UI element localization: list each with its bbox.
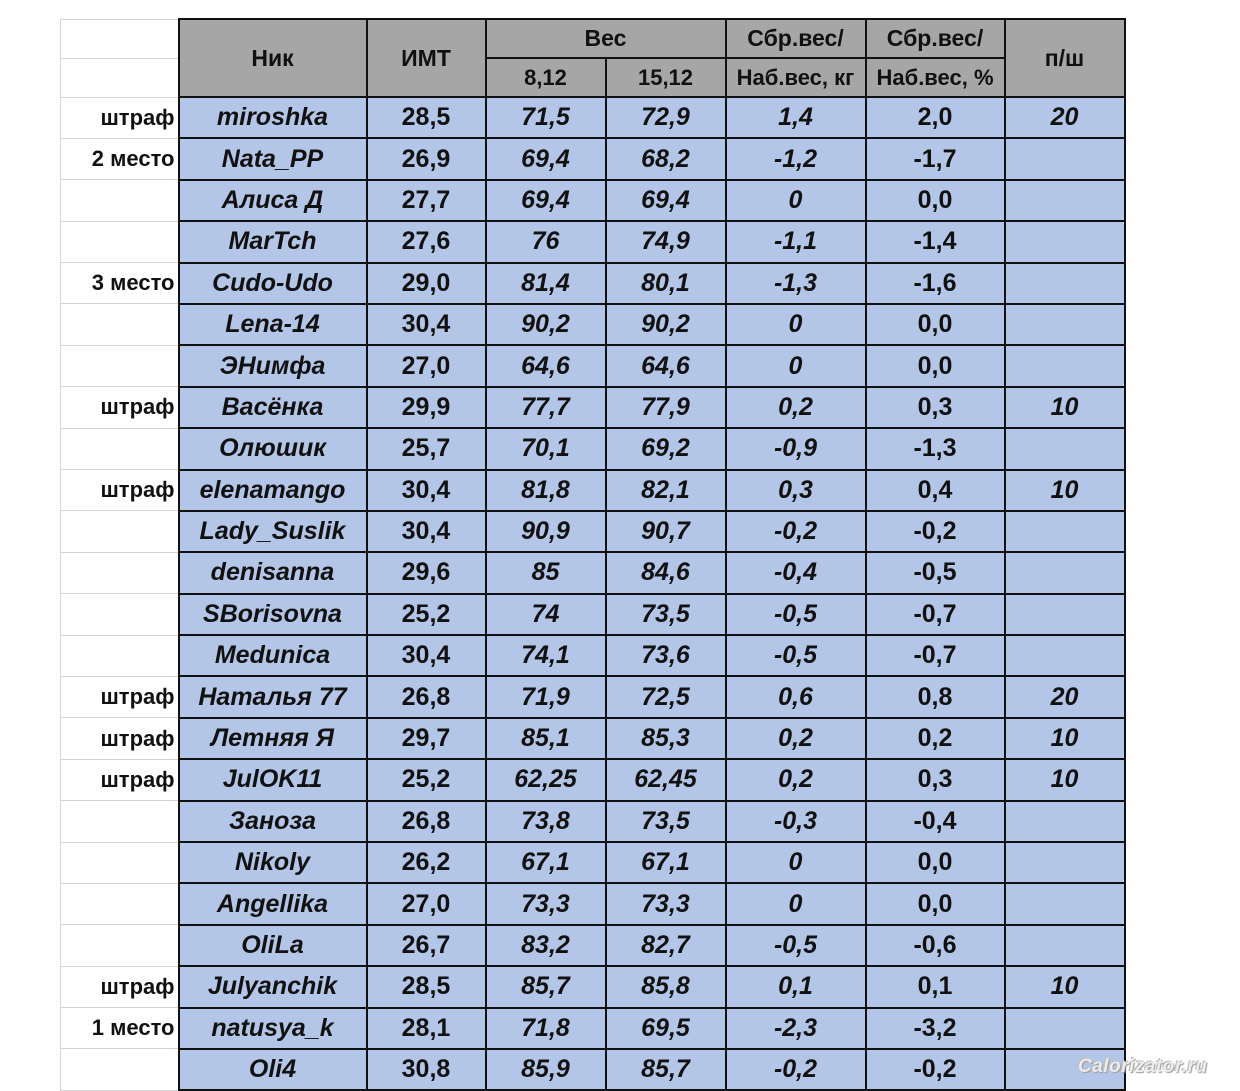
delta-pct-cell: -0,7 [866, 594, 1005, 635]
weight-date2-cell: 73,6 [606, 635, 726, 676]
delta-pct-cell: 0,0 [866, 345, 1005, 386]
nick-cell: Angellika [179, 883, 367, 924]
nick-cell: Алиса Д [179, 180, 367, 221]
penalty-points-cell [1005, 635, 1125, 676]
nick-cell: Oli4 [179, 1049, 367, 1090]
date2-column-header: 15,12 [606, 58, 726, 97]
weight-date2-cell: 62,45 [606, 759, 726, 800]
weight-date2-cell: 68,2 [606, 138, 726, 179]
status-header-cell [61, 19, 179, 58]
nick-cell: Julyanchik [179, 966, 367, 1007]
penalty-points-cell [1005, 842, 1125, 883]
weight-date2-cell: 67,1 [606, 842, 726, 883]
weight-date1-cell: 85,7 [486, 966, 606, 1007]
nick-cell: MarTch [179, 221, 367, 262]
weight-date1-cell: 76 [486, 221, 606, 262]
weight-date1-cell: 81,8 [486, 470, 606, 511]
delta-kg-cell: -0,2 [726, 1049, 866, 1090]
penalty-points-cell [1005, 511, 1125, 552]
nick-cell: Васёнка [179, 387, 367, 428]
bmi-cell: 30,4 [367, 511, 486, 552]
table-row [61, 676, 1125, 717]
bmi-cell: 28,1 [367, 1008, 486, 1049]
bmi-cell: 30,4 [367, 635, 486, 676]
weight-date2-cell: 82,7 [606, 925, 726, 966]
delta-pct-header-line1: Сбр.вес/ [866, 19, 1005, 58]
delta-kg-cell: 1,4 [726, 97, 866, 138]
penalty-points-cell [1005, 925, 1125, 966]
table-row [61, 635, 1125, 676]
nick-cell: Олюшик [179, 428, 367, 469]
table-row [61, 387, 1125, 428]
delta-pct-cell: 0,3 [866, 759, 1005, 800]
delta-pct-cell: -0,4 [866, 801, 1005, 842]
table-row [61, 470, 1125, 511]
delta-pct-cell: 0,0 [866, 842, 1005, 883]
status-cell: штраф [61, 676, 179, 717]
weight-date1-cell: 83,2 [486, 925, 606, 966]
nick-cell: Летняя Я [179, 718, 367, 759]
bmi-cell: 27,0 [367, 883, 486, 924]
bmi-cell: 29,7 [367, 718, 486, 759]
weight-date2-cell: 73,3 [606, 883, 726, 924]
delta-pct-cell: 0,0 [866, 304, 1005, 345]
bmi-column-header: ИМТ [367, 19, 486, 97]
bmi-cell: 25,7 [367, 428, 486, 469]
delta-kg-cell: -0,2 [726, 511, 866, 552]
status-cell [61, 304, 179, 345]
bmi-cell: 29,0 [367, 263, 486, 304]
table-row [61, 511, 1125, 552]
status-cell [61, 801, 179, 842]
delta-kg-cell: 0 [726, 842, 866, 883]
weight-date2-cell: 73,5 [606, 594, 726, 635]
status-cell [61, 1049, 179, 1090]
table-row [61, 759, 1125, 800]
nick-column-header: Ник [179, 19, 367, 97]
nick-cell: Заноза [179, 801, 367, 842]
weight-date2-cell: 72,9 [606, 97, 726, 138]
nick-cell: Cudo-Udo [179, 263, 367, 304]
bmi-cell: 28,5 [367, 966, 486, 1007]
weight-date2-cell: 85,7 [606, 1049, 726, 1090]
weight-date1-cell: 69,4 [486, 138, 606, 179]
table-row [61, 552, 1125, 593]
status-cell: 1 место [61, 1008, 179, 1049]
penalty-points-cell [1005, 552, 1125, 593]
status-cell: 2 место [61, 138, 179, 179]
delta-pct-cell: -0,2 [866, 511, 1005, 552]
weight-date2-cell: 85,3 [606, 718, 726, 759]
status-cell: штраф [61, 718, 179, 759]
penalty-points-cell: 20 [1005, 97, 1125, 138]
weight-date2-cell: 90,2 [606, 304, 726, 345]
delta-pct-cell: -1,7 [866, 138, 1005, 179]
weight-date1-cell: 81,4 [486, 263, 606, 304]
table-body [61, 97, 1125, 1090]
delta-pct-cell: 2,0 [866, 97, 1005, 138]
weight-date2-cell: 82,1 [606, 470, 726, 511]
weight-column-header: Вес [486, 19, 726, 58]
weight-date2-cell: 90,7 [606, 511, 726, 552]
table-row [61, 925, 1125, 966]
bmi-cell: 26,7 [367, 925, 486, 966]
penalty-points-cell: 10 [1005, 759, 1125, 800]
penalty-points-cell [1005, 138, 1125, 179]
table-row [61, 1008, 1125, 1049]
status-cell: штраф [61, 470, 179, 511]
penalty-points-cell [1005, 428, 1125, 469]
watermark-logo: Calorizator.ru [1078, 1056, 1208, 1077]
bmi-cell: 29,6 [367, 552, 486, 593]
delta-kg-cell: 0 [726, 304, 866, 345]
weight-date1-cell: 71,9 [486, 676, 606, 717]
delta-kg-cell: 0 [726, 883, 866, 924]
bmi-cell: 28,5 [367, 97, 486, 138]
delta-pct-cell: 0,3 [866, 387, 1005, 428]
delta-kg-cell: -0,5 [726, 594, 866, 635]
delta-pct-cell: 0,0 [866, 883, 1005, 924]
status-cell [61, 511, 179, 552]
delta-pct-cell: -0,2 [866, 1049, 1005, 1090]
status-cell: штраф [61, 759, 179, 800]
penalty-points-cell: 10 [1005, 470, 1125, 511]
bmi-cell: 30,4 [367, 470, 486, 511]
bmi-cell: 27,7 [367, 180, 486, 221]
table-row [61, 966, 1125, 1007]
nick-cell: miroshka [179, 97, 367, 138]
table-row [61, 345, 1125, 386]
delta-kg-cell: 0,6 [726, 676, 866, 717]
table-row [61, 718, 1125, 759]
delta-pct-cell: 0,2 [866, 718, 1005, 759]
weight-date2-cell: 72,5 [606, 676, 726, 717]
date1-column-header: 8,12 [486, 58, 606, 97]
delta-kg-cell: -1,3 [726, 263, 866, 304]
weight-date2-cell: 69,4 [606, 180, 726, 221]
delta-pct-cell: -0,5 [866, 552, 1005, 593]
delta-pct-cell: 0,8 [866, 676, 1005, 717]
delta-kg-cell: 0 [726, 180, 866, 221]
bmi-cell: 30,8 [367, 1049, 486, 1090]
status-cell [61, 842, 179, 883]
weight-date1-cell: 67,1 [486, 842, 606, 883]
table-row [61, 883, 1125, 924]
table-row [61, 801, 1125, 842]
weight-date1-cell: 69,4 [486, 180, 606, 221]
penalty-points-cell [1005, 883, 1125, 924]
penalty-points-cell [1005, 594, 1125, 635]
weight-date2-cell: 64,6 [606, 345, 726, 386]
nick-cell: Lady_Suslik [179, 511, 367, 552]
nick-cell: Medunica [179, 635, 367, 676]
table-row [61, 842, 1125, 883]
weight-date2-cell: 77,9 [606, 387, 726, 428]
delta-kg-cell: -1,1 [726, 221, 866, 262]
weight-date1-cell: 71,8 [486, 1008, 606, 1049]
delta-pct-cell: 0,4 [866, 470, 1005, 511]
bmi-cell: 26,2 [367, 842, 486, 883]
weight-date1-cell: 74,1 [486, 635, 606, 676]
bmi-cell: 25,2 [367, 594, 486, 635]
weight-date1-cell: 73,3 [486, 883, 606, 924]
table-row [61, 263, 1125, 304]
delta-kg-cell: -0,4 [726, 552, 866, 593]
delta-pct-cell: -1,6 [866, 263, 1005, 304]
delta-pct-cell: -3,2 [866, 1008, 1005, 1049]
nick-cell: SBorisovna [179, 594, 367, 635]
status-cell [61, 883, 179, 924]
delta-kg-cell: 0,2 [726, 718, 866, 759]
weight-date2-cell: 69,5 [606, 1008, 726, 1049]
bmi-cell: 26,9 [367, 138, 486, 179]
delta-kg-cell: 0,1 [726, 966, 866, 1007]
weight-date1-cell: 85,1 [486, 718, 606, 759]
penalty-points-cell: 10 [1005, 718, 1125, 759]
status-cell: штраф [61, 966, 179, 1007]
weight-date2-cell: 69,2 [606, 428, 726, 469]
weight-date2-cell: 85,8 [606, 966, 726, 1007]
nick-cell: Lena-14 [179, 304, 367, 345]
delta-kg-cell: 0 [726, 345, 866, 386]
status-cell [61, 594, 179, 635]
bmi-cell: 27,6 [367, 221, 486, 262]
bmi-cell: 26,8 [367, 801, 486, 842]
table-header [61, 19, 1125, 97]
penalty-points-cell: 10 [1005, 966, 1125, 1007]
nick-cell: natusya_k [179, 1008, 367, 1049]
nick-cell: denisanna [179, 552, 367, 593]
delta-pct-cell: -0,6 [866, 925, 1005, 966]
status-cell: штраф [61, 387, 179, 428]
delta-kg-cell: -0,5 [726, 635, 866, 676]
status-cell: 3 место [61, 263, 179, 304]
delta-kg-cell: -1,2 [726, 138, 866, 179]
header-row-top [61, 19, 1125, 58]
table-row [61, 428, 1125, 469]
penalty-points-cell: 10 [1005, 387, 1125, 428]
weight-date2-cell: 74,9 [606, 221, 726, 262]
weight-date1-cell: 85,9 [486, 1049, 606, 1090]
table-row [61, 594, 1125, 635]
delta-pct-header-line2: Наб.вес, % [866, 58, 1005, 97]
weight-date1-cell: 77,7 [486, 387, 606, 428]
penalty-points-cell [1005, 345, 1125, 386]
weight-date2-cell: 84,6 [606, 552, 726, 593]
bmi-cell: 30,4 [367, 304, 486, 345]
delta-pct-cell: -0,7 [866, 635, 1005, 676]
bmi-cell: 29,9 [367, 387, 486, 428]
weight-date2-cell: 73,5 [606, 801, 726, 842]
bmi-cell: 26,8 [367, 676, 486, 717]
delta-pct-cell: -1,3 [866, 428, 1005, 469]
penalty-points-cell [1005, 801, 1125, 842]
weight-results-table [60, 18, 1126, 1091]
table-row [61, 221, 1125, 262]
weight-date1-cell: 73,8 [486, 801, 606, 842]
penalty-points-cell [1005, 221, 1125, 262]
status-cell [61, 428, 179, 469]
table-row [61, 1049, 1125, 1090]
weight-date1-cell: 74 [486, 594, 606, 635]
delta-pct-cell: 0,0 [866, 180, 1005, 221]
weight-date1-cell: 90,9 [486, 511, 606, 552]
weight-date2-cell: 80,1 [606, 263, 726, 304]
nick-cell: ЭНимфа [179, 345, 367, 386]
status-cell: штраф [61, 97, 179, 138]
nick-cell: Nikoly [179, 842, 367, 883]
weight-date1-cell: 85 [486, 552, 606, 593]
status-cell [61, 345, 179, 386]
delta-kg-cell: -0,3 [726, 801, 866, 842]
weight-date1-cell: 90,2 [486, 304, 606, 345]
delta-kg-cell: -0,9 [726, 428, 866, 469]
status-cell [61, 180, 179, 221]
weight-date1-cell: 70,1 [486, 428, 606, 469]
nick-cell: OliLa [179, 925, 367, 966]
weight-date1-cell: 62,25 [486, 759, 606, 800]
bmi-cell: 25,2 [367, 759, 486, 800]
bmi-cell: 27,0 [367, 345, 486, 386]
delta-kg-header-line2: Наб.вес, кг [726, 58, 866, 97]
table-row [61, 180, 1125, 221]
status-cell [61, 221, 179, 262]
delta-kg-header-line1: Сбр.вес/ [726, 19, 866, 58]
delta-kg-cell: -2,3 [726, 1008, 866, 1049]
table-row [61, 97, 1125, 138]
nick-cell: Наталья 77 [179, 676, 367, 717]
delta-kg-cell: 0,2 [726, 759, 866, 800]
weight-date1-cell: 64,6 [486, 345, 606, 386]
nick-cell: elenamango [179, 470, 367, 511]
weight-date1-cell: 71,5 [486, 97, 606, 138]
delta-pct-cell: 0,1 [866, 966, 1005, 1007]
delta-pct-cell: -1,4 [866, 221, 1005, 262]
status-header-cell [61, 58, 179, 97]
status-cell [61, 635, 179, 676]
penalty-points-cell: 20 [1005, 676, 1125, 717]
penalty-points-cell [1005, 263, 1125, 304]
penalty-points-cell [1005, 304, 1125, 345]
delta-kg-cell: 0,3 [726, 470, 866, 511]
table-row [61, 304, 1125, 345]
nick-cell: JulOK11 [179, 759, 367, 800]
delta-kg-cell: -0,5 [726, 925, 866, 966]
penalty-column-header: п/ш [1005, 19, 1125, 97]
penalty-points-cell [1005, 1008, 1125, 1049]
status-cell [61, 552, 179, 593]
penalty-points-cell [1005, 180, 1125, 221]
delta-kg-cell: 0,2 [726, 387, 866, 428]
nick-cell: Nata_PP [179, 138, 367, 179]
status-cell [61, 925, 179, 966]
table-row [61, 138, 1125, 179]
